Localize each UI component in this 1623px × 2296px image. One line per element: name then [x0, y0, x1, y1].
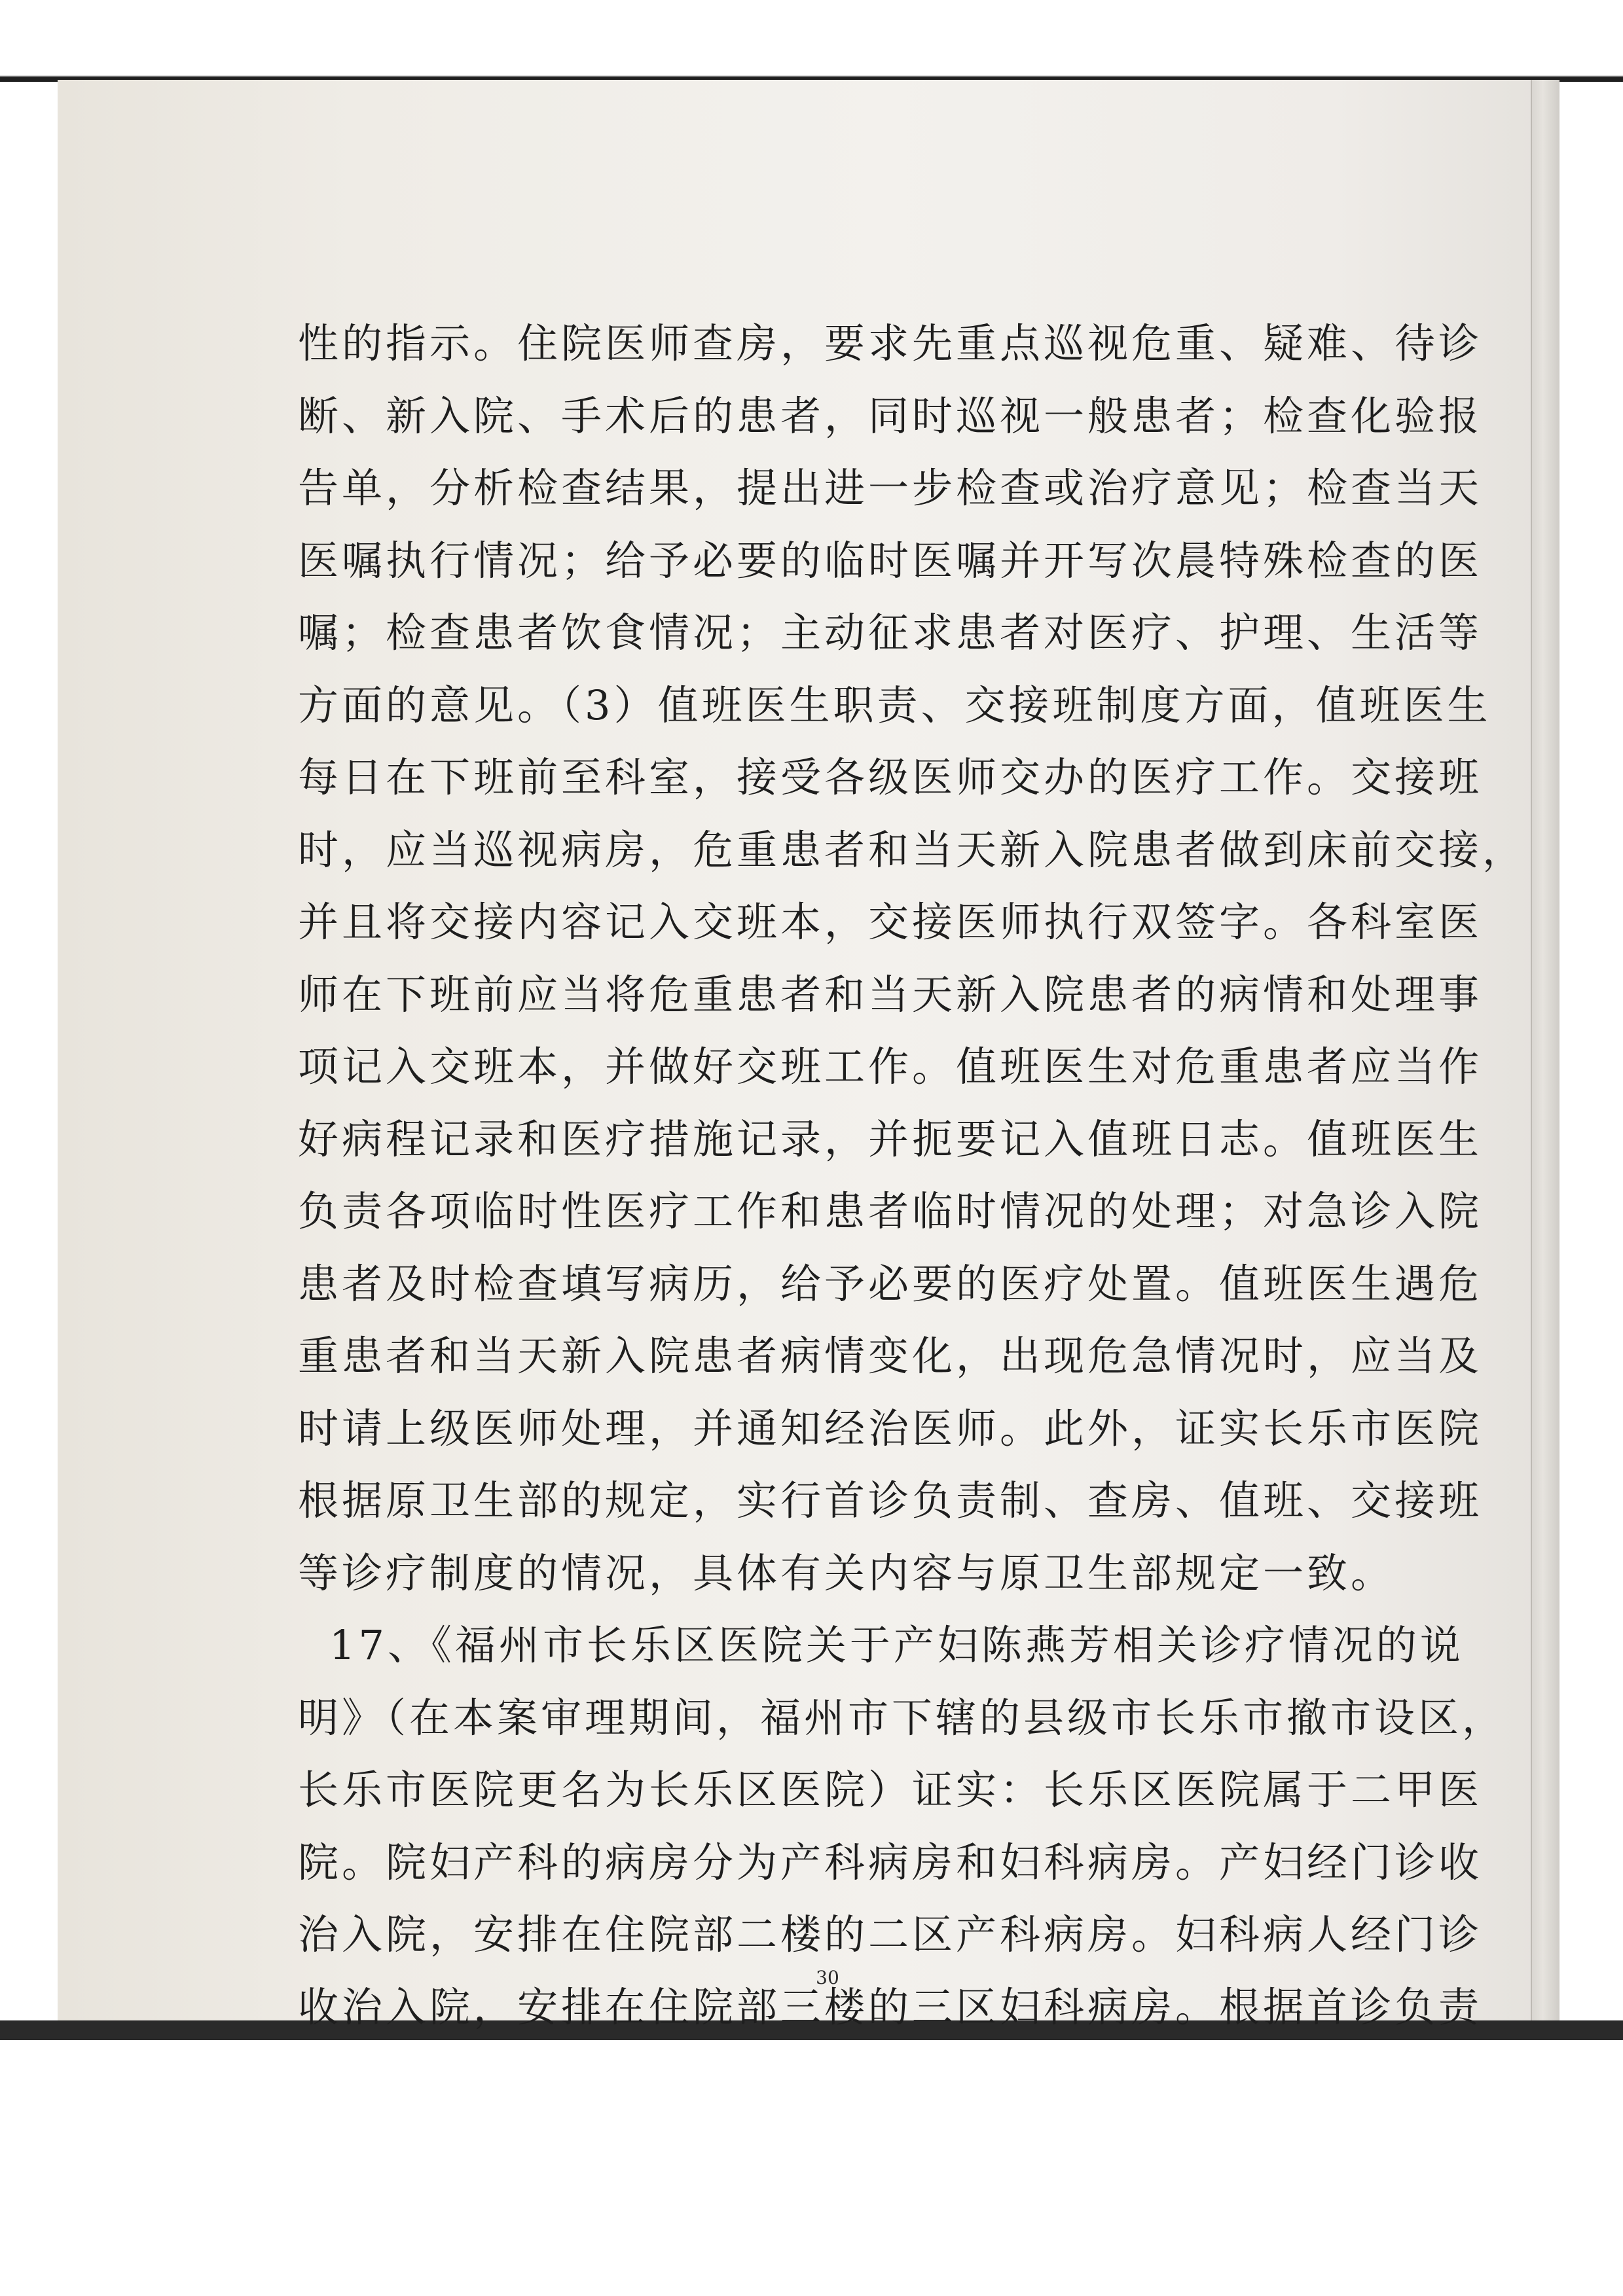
body-text: [298, 308, 1527, 2043]
text-line: 患者及时检查填写病历，给予必要的医疗处置。值班医生遇危: [298, 1259, 1483, 1308]
text-line: 告单，分析检查结果，提出进一步检查或治疗意见；检查当天: [298, 464, 1483, 512]
text-line: 项记入交班本，并做好交班工作。值班医生对危重患者应当作: [298, 1043, 1483, 1090]
text-line: 重患者和当天新入院患者病情变化，出现危急情况时，应当及: [298, 1332, 1483, 1380]
text-line: 性的指示。住院医师查房，要求先重点巡视危重、疑难、待诊: [298, 319, 1483, 367]
text-line: 并且将交接内容记入交班本，交接医师执行双签字。各科室医: [298, 898, 1483, 946]
text-line: 嘱；检查患者饮食情况；主动征求患者对医疗、护理、生活等: [298, 609, 1483, 656]
text-line: 17、《福州市长乐区医院关于产妇陈燕芳相关诊疗情况的说: [329, 1621, 1464, 1669]
text-line: 师在下班前应当将危重患者和当天新入院患者的病情和处理事: [298, 970, 1483, 1018]
scan-top-border: [0, 0, 1623, 82]
text-line: 好病程记录和医疗措施记录，并扼要记入值班日志。值班医生: [298, 1115, 1483, 1163]
page-edge: [1531, 80, 1559, 2020]
text-line: 时请上级医师处理，并通知经治医师。此外，证实长乐市医院: [298, 1404, 1483, 1452]
text-line: 断、新入院、手术后的患者，同时巡视一般患者；检查化验报: [298, 391, 1483, 440]
text-line: 医嘱执行情况；给予必要的临时医嘱并开写次晨特殊检查的医: [298, 536, 1483, 584]
text-line: 负责各项临时性医疗工作和患者临时情况的处理；对急诊入院: [298, 1187, 1483, 1235]
text-line: 明》（在本案审理期间，福州市下辖的县级市长乐市撤市设区，: [298, 1693, 1506, 1742]
text-line: 院。院妇产科的病房分为产科病房和妇科病房。产妇经门诊收: [298, 1838, 1483, 1886]
text-line: 长乐市医院更名为长乐区医院）证实：长乐区医院属于二甲医: [298, 1766, 1483, 1814]
page-number: 30: [816, 1967, 839, 1988]
text-line: 时，应当巡视病房，危重患者和当天新入院患者做到床前交接，: [298, 825, 1527, 874]
text-line: 治入院，安排在住院部二楼的二区产科病房。妇科病人经门诊: [298, 1910, 1483, 1958]
text-line: 收治入院，安排在住院部三楼的三区妇科病房。根据首诊负责: [298, 1982, 1483, 2031]
text-line: 根据原卫生部的规定，实行首诊负责制、查房、值班、交接班: [298, 1477, 1483, 1524]
text-line: 方面的意见。（3）值班医生职责、交接班制度方面，值班医生: [298, 681, 1491, 729]
text-line: 每日在下班前至科室，接受各级医师交办的医疗工作。交接班: [298, 753, 1483, 801]
text-line: 等诊疗制度的情况，具体有关内容与原卫生部规定一致。: [298, 1549, 1395, 1597]
